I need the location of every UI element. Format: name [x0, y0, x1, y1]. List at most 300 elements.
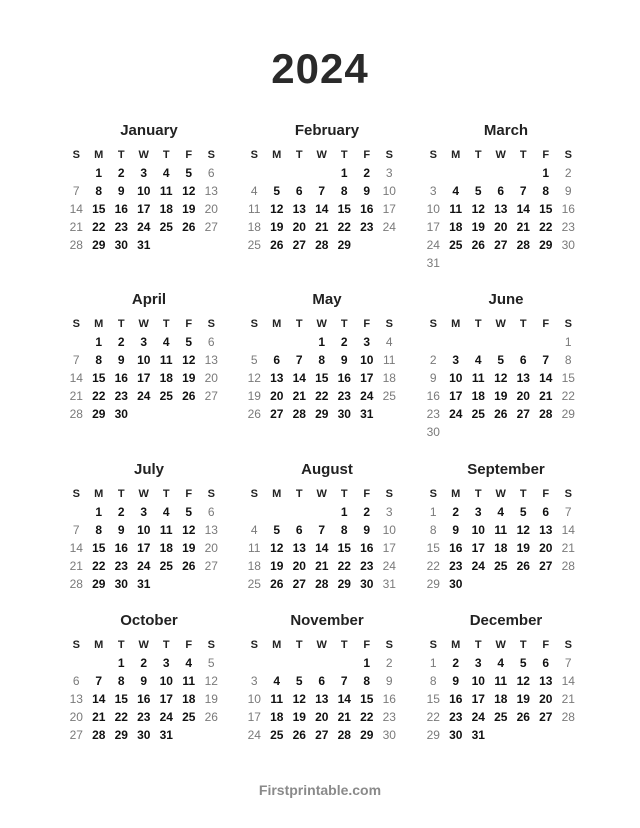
weekday-header: T	[474, 149, 482, 161]
weekday-header: F	[185, 639, 193, 651]
weekday-header: M	[272, 488, 282, 500]
weekday-header: S	[385, 318, 393, 330]
day-cell: 5	[250, 353, 258, 367]
day-cell: 28	[315, 577, 329, 591]
day-cell: 23	[114, 559, 128, 573]
day-cell: 30	[561, 238, 575, 252]
day-cell: 18	[182, 692, 196, 706]
day-cell: 31	[426, 256, 440, 270]
day-cell: 6	[542, 505, 550, 519]
day-cell: 1	[542, 166, 550, 180]
day-cell: 7	[295, 353, 303, 367]
day-cell: 17	[382, 202, 396, 216]
day-cell: 10	[382, 523, 396, 537]
day-cell: 16	[137, 692, 151, 706]
weekday-header: T	[162, 488, 170, 500]
weekday-header: S	[385, 149, 393, 161]
day-cell: 28	[69, 238, 83, 252]
weekday-header: M	[451, 318, 461, 330]
day-cell: 18	[159, 541, 173, 555]
day-cell: 29	[114, 728, 128, 742]
day-cell: 26	[182, 559, 196, 573]
day-cell: 13	[539, 674, 553, 688]
day-cell: 21	[315, 559, 329, 573]
day-cell: 22	[92, 559, 106, 573]
day-cell: 31	[137, 238, 151, 252]
day-cell: 30	[426, 425, 440, 439]
day-cell: 30	[360, 577, 374, 591]
day-cell: 11	[383, 353, 396, 367]
day-cell: 14	[69, 541, 83, 555]
day-cell: 22	[561, 389, 575, 403]
weekday-header: M	[272, 639, 282, 651]
day-cell: 11	[248, 202, 261, 216]
empty-cell	[490, 164, 513, 182]
day-cell: 16	[114, 202, 128, 216]
day-cell: 25	[449, 238, 463, 252]
day-cell: 26	[204, 710, 218, 724]
day-cell: 4	[497, 656, 505, 670]
day-cell: 31	[137, 577, 151, 591]
empty-cell	[243, 164, 266, 182]
day-cell: 25	[270, 728, 284, 742]
empty-cell	[288, 333, 311, 351]
weekday-header: W	[495, 149, 506, 161]
day-cell: 3	[162, 656, 170, 670]
day-cell: 26	[516, 559, 530, 573]
weekday-header: W	[495, 318, 506, 330]
empty-cell	[266, 333, 289, 351]
day-cell: 6	[207, 166, 215, 180]
day-cell: 12	[182, 184, 196, 198]
day-cell: 2	[385, 656, 393, 670]
empty-cell	[422, 333, 445, 351]
day-cell: 1	[363, 656, 371, 670]
day-cell: 3	[452, 353, 460, 367]
month-days-grid	[243, 636, 411, 744]
day-cell: 30	[137, 728, 151, 742]
weekday-header: T	[519, 149, 527, 161]
day-cell: 4	[497, 505, 505, 519]
day-cell: 10	[247, 692, 261, 706]
day-cell: 28	[69, 407, 83, 421]
month-february	[243, 122, 411, 254]
day-cell: 14	[292, 371, 306, 385]
day-cell: 21	[69, 220, 83, 234]
day-cell: 10	[382, 184, 396, 198]
day-cell: 11	[159, 353, 173, 367]
day-cell: 17	[247, 710, 261, 724]
day-cell: 28	[539, 407, 553, 421]
weekday-header: W	[138, 318, 149, 330]
weekday-header: F	[363, 639, 371, 651]
weekday-header: S	[207, 488, 215, 500]
day-cell: 19	[204, 692, 218, 706]
day-cell: 30	[114, 407, 128, 421]
day-cell: 29	[92, 577, 106, 591]
day-cell: 26	[270, 577, 284, 591]
day-cell: 19	[247, 389, 261, 403]
weekday-header: T	[474, 488, 482, 500]
day-cell: 3	[385, 505, 393, 519]
day-cell: 18	[382, 371, 396, 385]
day-cell: 18	[159, 202, 173, 216]
day-cell: 14	[315, 202, 329, 216]
day-cell: 22	[92, 389, 106, 403]
day-cell: 25	[494, 559, 508, 573]
day-cell: 8	[340, 184, 348, 198]
day-cell: 6	[295, 523, 303, 537]
day-cell: 19	[292, 710, 306, 724]
day-cell: 31	[360, 407, 374, 421]
day-cell: 28	[92, 728, 106, 742]
month-name: May	[312, 291, 342, 308]
day-cell: 16	[426, 389, 440, 403]
day-cell: 20	[270, 389, 284, 403]
day-cell: 7	[564, 656, 572, 670]
day-cell: 25	[159, 559, 173, 573]
day-cell: 17	[159, 692, 173, 706]
day-cell: 11	[182, 674, 196, 688]
day-cell: 24	[137, 389, 151, 403]
weekday-header: F	[542, 318, 550, 330]
empty-cell	[243, 654, 266, 672]
weekday-header: F	[185, 318, 193, 330]
month-december	[422, 612, 590, 744]
weekday-header: T	[519, 639, 527, 651]
day-cell: 9	[452, 523, 460, 537]
day-cell: 20	[539, 541, 553, 555]
weekday-header: W	[316, 149, 327, 161]
empty-cell	[512, 333, 535, 351]
day-cell: 9	[117, 353, 125, 367]
weekday-header: F	[363, 149, 371, 161]
empty-cell	[65, 164, 88, 182]
weekday-header: T	[117, 639, 125, 651]
day-cell: 20	[204, 371, 218, 385]
day-cell: 24	[471, 559, 485, 573]
day-cell: 22	[539, 220, 553, 234]
month-name: July	[133, 461, 164, 478]
day-cell: 19	[270, 220, 284, 234]
day-cell: 5	[207, 656, 215, 670]
day-cell: 7	[95, 674, 103, 688]
day-cell: 6	[318, 674, 326, 688]
weekday-header: W	[138, 149, 149, 161]
day-cell: 14	[539, 371, 553, 385]
day-cell: 11	[270, 692, 284, 706]
day-cell: 21	[69, 389, 83, 403]
day-cell: 2	[117, 166, 125, 180]
day-cell: 22	[360, 710, 374, 724]
day-cell: 24	[360, 389, 374, 403]
day-cell: 15	[337, 541, 351, 555]
day-cell: 29	[92, 407, 106, 421]
day-cell: 30	[449, 577, 463, 591]
day-cell: 13	[69, 692, 83, 706]
day-cell: 4	[452, 184, 460, 198]
day-cell: 8	[429, 674, 437, 688]
day-cell: 18	[449, 220, 463, 234]
day-cell: 19	[182, 371, 196, 385]
empty-cell	[490, 333, 513, 351]
weekday-header: S	[72, 488, 80, 500]
day-cell: 26	[182, 389, 196, 403]
day-cell: 28	[69, 577, 83, 591]
month-days-grid	[422, 636, 590, 744]
weekday-header: T	[117, 488, 125, 500]
day-cell: 12	[247, 371, 261, 385]
weekday-header: W	[495, 488, 506, 500]
day-cell: 30	[382, 728, 396, 742]
day-cell: 23	[114, 389, 128, 403]
day-cell: 14	[561, 674, 575, 688]
month-june	[422, 291, 590, 441]
day-cell: 12	[516, 674, 530, 688]
day-cell: 1	[340, 166, 348, 180]
month-april	[65, 291, 233, 423]
day-cell: 1	[429, 656, 437, 670]
day-cell: 3	[140, 166, 148, 180]
empty-cell	[535, 333, 558, 351]
weekday-header: M	[451, 488, 461, 500]
day-cell: 8	[95, 353, 103, 367]
month-name: November	[290, 612, 364, 629]
day-cell: 31	[382, 577, 396, 591]
day-cell: 24	[426, 238, 440, 252]
day-cell: 4	[273, 674, 281, 688]
day-cell: 9	[363, 523, 371, 537]
month-november	[243, 612, 411, 744]
day-cell: 8	[564, 353, 572, 367]
weekday-header: S	[429, 488, 437, 500]
day-cell: 8	[542, 184, 550, 198]
day-cell: 16	[114, 371, 128, 385]
day-cell: 19	[471, 220, 485, 234]
day-cell: 29	[337, 238, 351, 252]
month-name: March	[483, 122, 529, 139]
weekday-header: T	[162, 318, 170, 330]
day-cell: 8	[117, 674, 125, 688]
day-cell: 25	[159, 220, 173, 234]
weekday-header: M	[94, 639, 104, 651]
day-cell: 9	[429, 371, 437, 385]
month-days-grid	[65, 146, 233, 254]
day-cell: 1	[340, 505, 348, 519]
weekday-header: T	[295, 488, 303, 500]
day-cell: 12	[516, 523, 530, 537]
day-cell: 14	[337, 692, 351, 706]
day-cell: 17	[137, 541, 151, 555]
day-cell: 8	[95, 523, 103, 537]
month-days-grid	[65, 315, 233, 423]
day-cell: 13	[204, 184, 218, 198]
month-may	[243, 291, 411, 423]
weekday-header: F	[363, 488, 371, 500]
day-cell: 11	[159, 523, 173, 537]
day-cell: 6	[519, 353, 527, 367]
day-cell: 24	[137, 220, 151, 234]
day-cell: 2	[429, 353, 437, 367]
weekday-header: S	[250, 488, 258, 500]
day-cell: 14	[516, 202, 530, 216]
day-cell: 4	[385, 335, 393, 349]
day-cell: 15	[561, 371, 575, 385]
weekday-header: S	[207, 639, 215, 651]
day-cell: 18	[270, 710, 284, 724]
year-title: 2024	[271, 45, 369, 92]
day-cell: 21	[561, 692, 575, 706]
day-cell: 8	[318, 353, 326, 367]
weekday-header: T	[117, 318, 125, 330]
day-cell: 22	[426, 559, 440, 573]
day-cell: 29	[315, 407, 329, 421]
day-cell: 1	[564, 335, 572, 349]
day-cell: 12	[292, 692, 306, 706]
day-cell: 12	[270, 202, 284, 216]
weekday-header: S	[72, 639, 80, 651]
month-days-grid	[65, 636, 233, 744]
empty-cell	[88, 654, 111, 672]
day-cell: 2	[452, 505, 460, 519]
month-days-grid	[422, 485, 590, 593]
month-name: April	[131, 291, 167, 308]
day-cell: 26	[247, 407, 261, 421]
day-cell: 24	[382, 220, 396, 234]
day-cell: 20	[69, 710, 83, 724]
day-cell: 13	[292, 202, 306, 216]
day-cell: 20	[292, 220, 306, 234]
weekday-header: S	[250, 149, 258, 161]
day-cell: 18	[159, 371, 173, 385]
empty-cell	[266, 654, 289, 672]
day-cell: 5	[519, 505, 527, 519]
day-cell: 7	[340, 674, 348, 688]
day-cell: 19	[516, 541, 530, 555]
day-cell: 13	[204, 353, 218, 367]
weekday-header: F	[542, 639, 550, 651]
day-cell: 1	[95, 335, 103, 349]
day-cell: 4	[250, 184, 258, 198]
empty-cell	[311, 654, 334, 672]
weekday-header: S	[429, 318, 437, 330]
day-cell: 13	[516, 371, 530, 385]
weekday-header: S	[207, 318, 215, 330]
weekday-header: T	[340, 149, 348, 161]
month-name: December	[469, 612, 543, 629]
empty-cell	[512, 164, 535, 182]
day-cell: 18	[247, 220, 261, 234]
day-cell: 7	[318, 523, 326, 537]
day-cell: 3	[474, 505, 482, 519]
day-cell: 13	[315, 692, 329, 706]
weekday-header: M	[94, 488, 104, 500]
day-cell: 2	[117, 505, 125, 519]
weekday-header: T	[295, 318, 303, 330]
day-cell: 8	[429, 523, 437, 537]
day-cell: 11	[471, 371, 485, 385]
weekday-header: S	[564, 639, 572, 651]
weekday-header: T	[519, 488, 527, 500]
month-days-grid	[65, 485, 233, 593]
day-cell: 6	[72, 674, 80, 688]
day-cell: 18	[247, 559, 261, 573]
day-cell: 22	[92, 220, 106, 234]
day-cell: 29	[360, 728, 374, 742]
day-cell: 21	[315, 220, 329, 234]
empty-cell	[243, 503, 266, 521]
month-july	[65, 461, 233, 593]
day-cell: 16	[449, 541, 463, 555]
month-october	[65, 612, 233, 744]
month-days-grid	[243, 146, 411, 254]
day-cell: 10	[426, 202, 440, 216]
day-cell: 23	[449, 559, 463, 573]
day-cell: 24	[471, 710, 485, 724]
day-cell: 13	[204, 523, 218, 537]
day-cell: 27	[539, 559, 553, 573]
day-cell: 6	[542, 656, 550, 670]
day-cell: 29	[92, 238, 106, 252]
day-cell: 27	[292, 577, 306, 591]
day-cell: 28	[561, 559, 575, 573]
day-cell: 3	[140, 335, 148, 349]
day-cell: 1	[95, 166, 103, 180]
day-cell: 1	[95, 505, 103, 519]
month-january	[65, 122, 233, 254]
empty-cell	[266, 164, 289, 182]
day-cell: 25	[159, 389, 173, 403]
empty-cell	[422, 164, 445, 182]
day-cell: 10	[137, 184, 151, 198]
day-cell: 9	[385, 674, 393, 688]
day-cell: 15	[315, 371, 329, 385]
day-cell: 8	[95, 184, 103, 198]
day-cell: 29	[539, 238, 553, 252]
weekday-header: W	[316, 639, 327, 651]
day-cell: 3	[474, 656, 482, 670]
day-cell: 20	[292, 559, 306, 573]
empty-cell	[65, 654, 88, 672]
day-cell: 17	[382, 541, 396, 555]
day-cell: 21	[516, 220, 530, 234]
day-cell: 5	[497, 353, 505, 367]
day-cell: 29	[426, 728, 440, 742]
day-cell: 3	[250, 674, 258, 688]
day-cell: 26	[270, 238, 284, 252]
empty-cell	[65, 333, 88, 351]
weekday-header: M	[94, 149, 104, 161]
weekday-header: T	[162, 639, 170, 651]
day-cell: 21	[539, 389, 553, 403]
day-cell: 15	[114, 692, 128, 706]
empty-cell	[266, 503, 289, 521]
day-cell: 20	[315, 710, 329, 724]
day-cell: 11	[449, 202, 463, 216]
weekday-header: F	[542, 149, 550, 161]
day-cell: 15	[539, 202, 553, 216]
weekday-header: W	[138, 488, 149, 500]
day-cell: 30	[337, 407, 351, 421]
day-cell: 3	[140, 505, 148, 519]
day-cell: 17	[471, 541, 485, 555]
day-cell: 31	[471, 728, 485, 742]
day-cell: 28	[292, 407, 306, 421]
weekday-header: M	[451, 149, 461, 161]
day-cell: 16	[449, 692, 463, 706]
day-cell: 11	[494, 674, 508, 688]
day-cell: 23	[360, 559, 374, 573]
